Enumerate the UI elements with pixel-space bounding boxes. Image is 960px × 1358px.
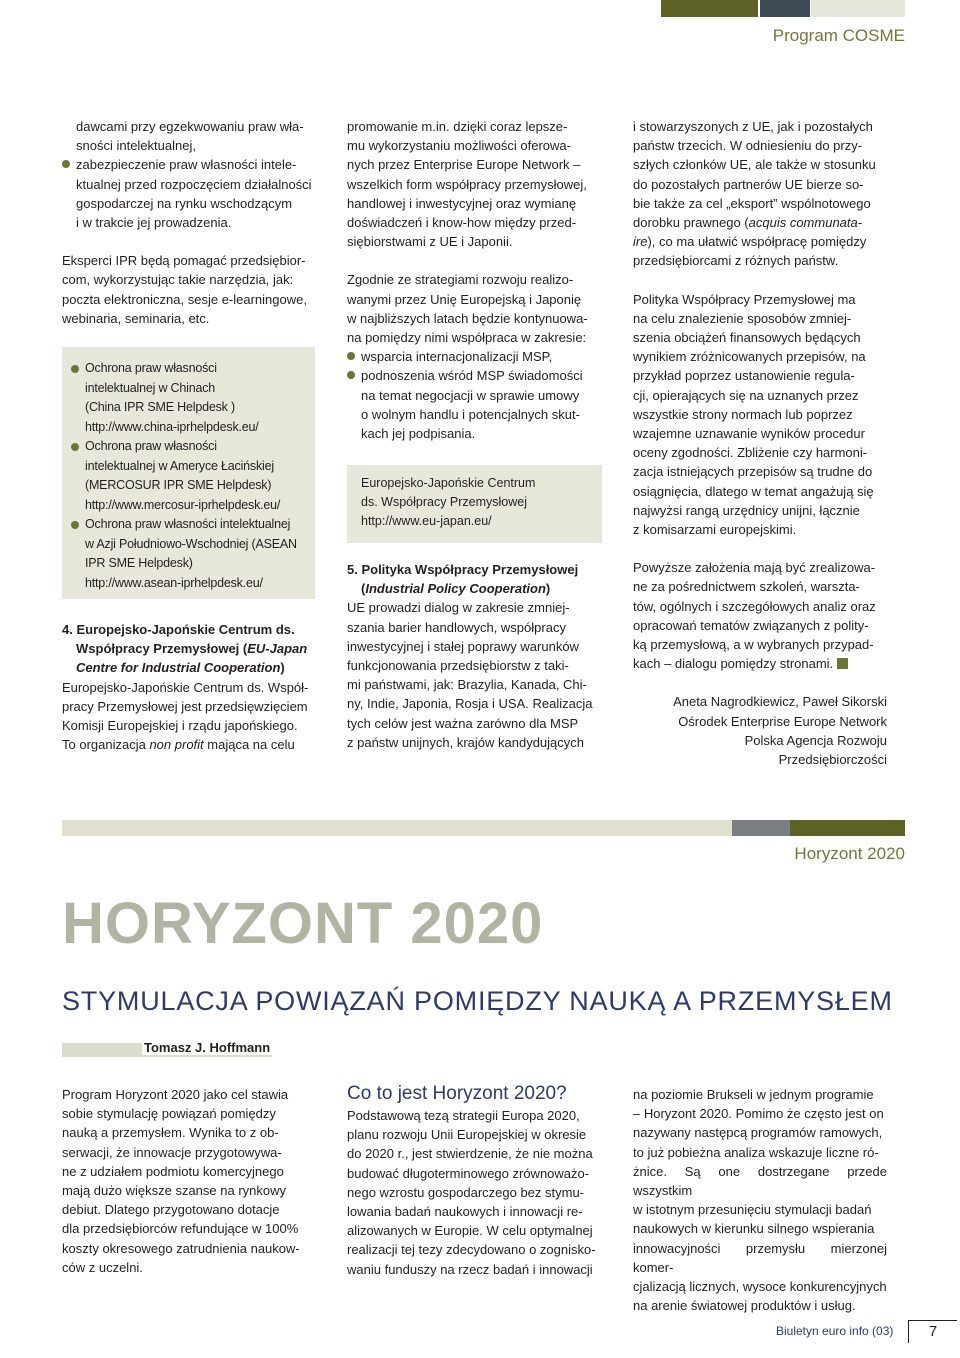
paragraph-line: żnice. Są one dostrzegane przede wszystkim — [633, 1163, 887, 1199]
paragraph-line: serwacji, że innowacje przygotowywa- — [62, 1144, 282, 1160]
paragraph-line: na celu znalezienie sposobów zmniej- — [633, 310, 852, 326]
text: To organizacja — [62, 737, 150, 753]
horizon-column-2 — [347, 1106, 602, 1279]
paragraph-line: doświadczeń i know-how między przed- — [347, 215, 577, 231]
bullet-icon — [71, 521, 79, 529]
paragraph-line: sobie stymulację powiązań pomiędzy — [62, 1106, 276, 1122]
helpdesk-item-china — [62, 359, 315, 437]
paragraph-line — [633, 232, 887, 251]
text: dorobku prawnego ( — [633, 215, 749, 231]
paragraph-line: lowania badań naukowych i innowacji re- — [347, 1204, 583, 1220]
italic-text: acquis communata- — [748, 215, 863, 231]
article-title: HORYZONT 2020 — [62, 891, 544, 956]
helpdesk-line: (China IPR SME Helpdesk ) — [85, 400, 235, 414]
heading-text: ) — [280, 660, 285, 676]
horizon-column-3 — [633, 1085, 887, 1315]
box-line: Europejsko-Japońskie Centrum — [361, 476, 536, 490]
helpdesk-link[interactable]: http://www.mercosur-iprhelpdesk.eu/ — [85, 497, 281, 512]
helpdesk-line: Ochrona praw własności — [85, 361, 217, 375]
paragraph-line: szania barier handlowych, współpracy — [347, 619, 566, 635]
paragraph-line: Europejsko-Japońskie Centrum ds. Współ- — [62, 679, 309, 695]
paragraph-line: z państw unijnych, krajów kandydujących — [347, 734, 585, 750]
paragraph-line: wzajemne uznawanie wyników procedur — [633, 426, 865, 442]
bullet-line: gospodarczej na rynku wschodzącym — [76, 195, 293, 211]
paragraph-line: na arenie światowej produktów i usług. — [633, 1298, 856, 1314]
text: kach – dialogu pomiędzy stronami. — [633, 656, 834, 672]
bullet-line: ktualnej przed rozpoczęciem działalności — [76, 176, 312, 192]
helpdesk-line: IPR SME Helpdesk) — [85, 556, 193, 570]
heading-4-line — [62, 639, 315, 658]
heading-4: 4. Europejsko-Japońskie Centrum ds. — [62, 622, 295, 637]
paragraph-line: tych celów jest ważna zarówno dla MSP — [347, 715, 579, 731]
divider-olive — [790, 820, 905, 836]
bullet-icon — [347, 352, 355, 360]
box-link[interactable]: http://www.eu-japan.eu/ — [361, 514, 492, 529]
helpdesk-link[interactable]: http://www.china-iprhelpdesk.eu/ — [85, 419, 259, 434]
divider-pale — [62, 820, 732, 836]
paragraph-line: Polityka Współpracy Przemysłowej ma — [633, 291, 856, 307]
paragraph-line: ny, Indie, Japonia, Rosja i USA. Realizacja — [347, 696, 593, 712]
paragraph-line — [633, 213, 887, 232]
heading-italic: Industrial Policy Cooperation — [365, 581, 546, 597]
paragraph-line: ką przemysłową, a w wybranych przypad- — [633, 637, 874, 653]
paragraph-line: nazywany następcą programów ramowych, — [633, 1125, 883, 1141]
signature-line: Polska Agencja Rozwoju Przedsiębiorczości — [744, 732, 887, 768]
helpdesk-line: w Azji Południowo-Wschodniej (ASEAN — [85, 536, 297, 551]
bullet-line: podnoszenia wśród MSP świadomości — [361, 368, 583, 384]
paragraph-line: poczta elektroniczna, sesje e-learningowe, — [62, 291, 307, 307]
bullet-line: wsparcia internacjonalizacji MSP, — [361, 349, 553, 365]
paragraph-line: handlowej i inwestycyjnej oraz wymianę — [347, 195, 577, 211]
list-item — [347, 366, 602, 443]
eu-japan-centre-text — [361, 474, 601, 532]
paragraph-line: alizowanych w Europie. W celu optymalnej — [347, 1223, 593, 1239]
paragraph-line: koszty okresowego zatrudnienia naukow- — [62, 1240, 300, 1256]
paragraph-line: siębiorstwami z UE i Japonii. — [347, 234, 513, 250]
paragraph-line: Zgodnie ze strategiami rozwoju realizo- — [347, 272, 574, 288]
heading-4-line — [62, 658, 315, 677]
page-number-box — [908, 1320, 957, 1343]
helpdesk-item-latin-america — [62, 437, 315, 515]
box-line: ds. Współpracy Przemysłowej — [361, 495, 528, 510]
author-name: Tomasz J. Hoffmann — [144, 1040, 271, 1055]
paragraph-line: dla przedsiębiorców refundujące w 100% — [62, 1221, 299, 1237]
paragraph-line — [633, 654, 887, 673]
paragraph-line: cji, opierających się na uznanych przez — [633, 387, 859, 403]
heading-text: ( — [361, 581, 366, 597]
header-bar-slate — [760, 0, 810, 17]
paragraph-line: mają dużo większe szanse na rynkowy — [62, 1183, 286, 1199]
paragraph-line: Program Horyzont 2020 jako cel stawia — [62, 1087, 289, 1102]
paragraph-line: na poziomie Brukseli w jednym programie — [633, 1087, 874, 1102]
bullet-line: kach jej podpisania. — [361, 426, 476, 442]
footer-publication: Biuletyn euro info (03) — [776, 1324, 894, 1338]
paragraph-line: wszelkich form współpracy przemysłowej, — [347, 176, 587, 192]
bullet-line: i w trakcie jej prowadzenia. — [76, 215, 232, 231]
paragraph-line: na pomiędzy nimi współpraca w zakresie: — [347, 330, 587, 346]
paragraph-line: bie także za cel „eksport” wspólnotowego — [633, 195, 871, 211]
intro-line: dawcami przy egzekwowaniu praw wła- — [76, 119, 304, 134]
paragraph-line: szenia obciążeń finansowych będących — [633, 330, 861, 346]
paragraph-line: najwyżsi rangą urzędnicy unijni, łącznie — [633, 502, 860, 518]
paragraph-line: cjalizacją licznych, wysoce konkurencyjnych — [633, 1279, 887, 1295]
paragraph-line: budować długoterminowego zrównoważo- — [347, 1165, 590, 1181]
text: mająca na celu — [203, 737, 295, 753]
paragraph-line: to już pobieżna analiza wskazuje liczne ró- — [633, 1144, 879, 1160]
paragraph-line: planu rozwoju Unii Europejskiej w okresie — [347, 1127, 587, 1143]
paragraph-line: ców z uczelni. — [62, 1259, 143, 1275]
signature-line: Ośrodek Enterprise Europe Network — [678, 713, 887, 729]
paragraph-line: opracowań tematów związanych z polity- — [633, 617, 869, 633]
paragraph-line: promowanie m.in. dzięki coraz lepsze- — [347, 119, 568, 134]
helpdesk-line: Ochrona praw własności intelektualnej — [85, 517, 291, 531]
paragraph-line: wszystkie strony normach lub poprzez — [633, 406, 853, 422]
paragraph-line: funkcjonowania przedsiębiorstw z taki- — [347, 658, 569, 674]
paragraph-line: waniu funduszy na rzecz badań i innowacji — [347, 1261, 593, 1277]
paragraph-line: Eksperci IPR będą pomagać przedsiębior- — [62, 253, 306, 269]
paragraph-line: UE prowadzi dialog w zakresie zmniej- — [347, 600, 570, 616]
paragraph-line: realizacji tej tezy zdecydowano o zognisko- — [347, 1242, 596, 1258]
column-1-top — [62, 117, 315, 328]
horizon-section-tag: Horyzont 2020 — [794, 844, 905, 863]
heading-5-line — [347, 579, 602, 598]
header-bar-olive — [661, 0, 758, 17]
paragraph-line: ne za pośrednictwem szkoleń, warszta- — [633, 579, 860, 595]
paragraph-line: Podstawową tezą strategii Europa 2020, — [347, 1108, 580, 1123]
column-2-bottom — [347, 560, 602, 752]
paragraph-line: zacja istniejących przepisów są trudne do — [633, 464, 873, 480]
paragraph-line: w najbliższych latach będzie kontynuowa- — [347, 310, 588, 326]
ipr-helpdesk-box — [62, 347, 315, 599]
paragraph-line: wanymi przez Unię Europejską i Japonię — [347, 291, 582, 307]
paragraph-line: mi państwami, jak: Brazylia, Kanada, Chi- — [347, 677, 587, 693]
text: ), co ma ułatwić współpracę pomiędzy — [647, 234, 867, 250]
paragraph-line: i stowarzyszonych z UE, jak i pozostałych — [633, 119, 873, 134]
paragraph-line: osiągnięcia, dlatego w temat angażują się — [633, 483, 874, 499]
paragraph-line: do pozostałych partnerów UE bierze so- — [633, 176, 864, 192]
helpdesk-line: intelektualnej w Ameryce Łacińskiej — [85, 458, 274, 473]
bullet-icon — [71, 443, 79, 451]
column-3 — [633, 117, 887, 769]
divider-gray — [732, 820, 790, 836]
list-item — [347, 347, 602, 366]
horizon-column-1 — [62, 1085, 315, 1277]
signature-line: Aneta Nagrodkiewicz, Paweł Sikorski — [673, 694, 887, 710]
helpdesk-line: intelektualnej w Chinach — [85, 380, 216, 395]
helpdesk-line: Ochrona praw własności — [85, 439, 217, 453]
paragraph-line: Powyższe założenia mają być zrealizowa- — [633, 560, 876, 576]
italic-text: non profit — [149, 737, 204, 753]
paragraph-line: tów, ogólnych i szczegółowych analiz oraz — [633, 598, 876, 614]
paragraph-line: przedsiębiorcami z różnych państw. — [633, 253, 839, 269]
paragraph-line: do 2020 r., jest stwierdzenie, że nie można — [347, 1146, 593, 1162]
paragraph-line: nego wzrostu gospodarczego bez stymu- — [347, 1184, 585, 1200]
intro-line: sności intelektualnej, — [76, 138, 196, 154]
paragraph-line: debiut. Dlatego przygotowano dotacje — [62, 1202, 280, 1218]
header-bar-pale — [811, 0, 905, 17]
italic-text: ire — [633, 234, 648, 250]
column-2-top — [347, 117, 602, 443]
helpdesk-link[interactable]: http://www.asean-iprhelpdesk.eu/ — [85, 575, 263, 590]
bullet-line: o wolnym handlu i potencjalnych skut- — [361, 406, 580, 422]
section-title: Program COSME — [772, 26, 905, 45]
paragraph-line — [62, 735, 315, 754]
bullet-icon — [347, 371, 355, 379]
page-number: 7 — [928, 1323, 938, 1340]
paragraph-line: przykład poprzez ustanowienie regula- — [633, 368, 855, 384]
paragraph-line: z komisarzami europejskimi. — [633, 522, 797, 538]
paragraph-line: państw trzecich. W odniesieniu do przy- — [633, 138, 863, 154]
heading-5: 5. Polityka Współpracy Przemysłowej — [347, 562, 579, 577]
bullet-icon — [62, 160, 70, 168]
end-mark-icon — [837, 658, 848, 669]
heading-italic: Centre for Industrial Cooperation — [76, 660, 281, 676]
paragraph-line: mu wykorzystaniu możliwości oferowa- — [347, 138, 571, 154]
column-1-bottom — [62, 620, 315, 754]
article-subtitle: STYMULACJA POWIĄZAŃ POMIĘDZY NAUKĄ A PRZEMYSŁEM — [62, 986, 893, 1016]
heading-text: Współpracy Przemysłowej ( — [76, 641, 248, 657]
paragraph-line: w istotnym przesunięciu stymulacji badań — [633, 1202, 872, 1218]
bullet-line: zabezpieczenie praw własności intele- — [76, 157, 297, 173]
helpdesk-item-asean — [62, 515, 315, 593]
paragraph-line: wynikiem zróżnicowanych przepisów, na — [633, 349, 866, 365]
paragraph-line: oceny zgodności. Zbliżenie czy harmoni- — [633, 445, 868, 461]
paragraph-line: – Horyzont 2020. Pomimo że często jest on — [633, 1106, 884, 1122]
paragraph-line: Komisji Europejskiej i rządu japońskiego. — [62, 718, 298, 734]
paragraph-line: naukowych w kierunku silnego wspierania — [633, 1221, 875, 1237]
section-heading: Co to jest Horyzont 2020? — [347, 1083, 567, 1104]
paragraph-line: com, wykorzystując takie narzędzia, jak: — [62, 272, 294, 288]
paragraph-line: nych przez Enterprise Europe Network – — [347, 157, 581, 173]
heading-text: ) — [545, 581, 551, 597]
paragraph-line: szłych członków UE, ale także w stosunku — [633, 157, 876, 173]
paragraph-line: inwestycyjnej i stałej poprawy warunków — [347, 638, 579, 654]
helpdesk-line: (MERCOSUR IPR SME Helpdesk) — [85, 478, 272, 492]
paragraph-line: nauką a przemysłem. Wynika to z ob- — [62, 1125, 279, 1141]
list-item — [62, 155, 315, 232]
paragraph-line: pracy Przemysłowej jest przedsięwzięciem — [62, 698, 308, 714]
heading-italic: EU-Japan — [247, 641, 308, 657]
paragraph-line: innowacyjności przemysłu mierzonej komer- — [633, 1240, 887, 1275]
bullet-icon — [71, 365, 79, 373]
paragraph-line: webinaria, seminaria, etc. — [62, 310, 210, 326]
paragraph-line: ne z udziałem podmiotu komercyjnego — [62, 1163, 284, 1179]
section-divider-bar — [62, 820, 905, 836]
bullet-line: na temat negocjacji w sprawie umowy — [361, 387, 580, 403]
